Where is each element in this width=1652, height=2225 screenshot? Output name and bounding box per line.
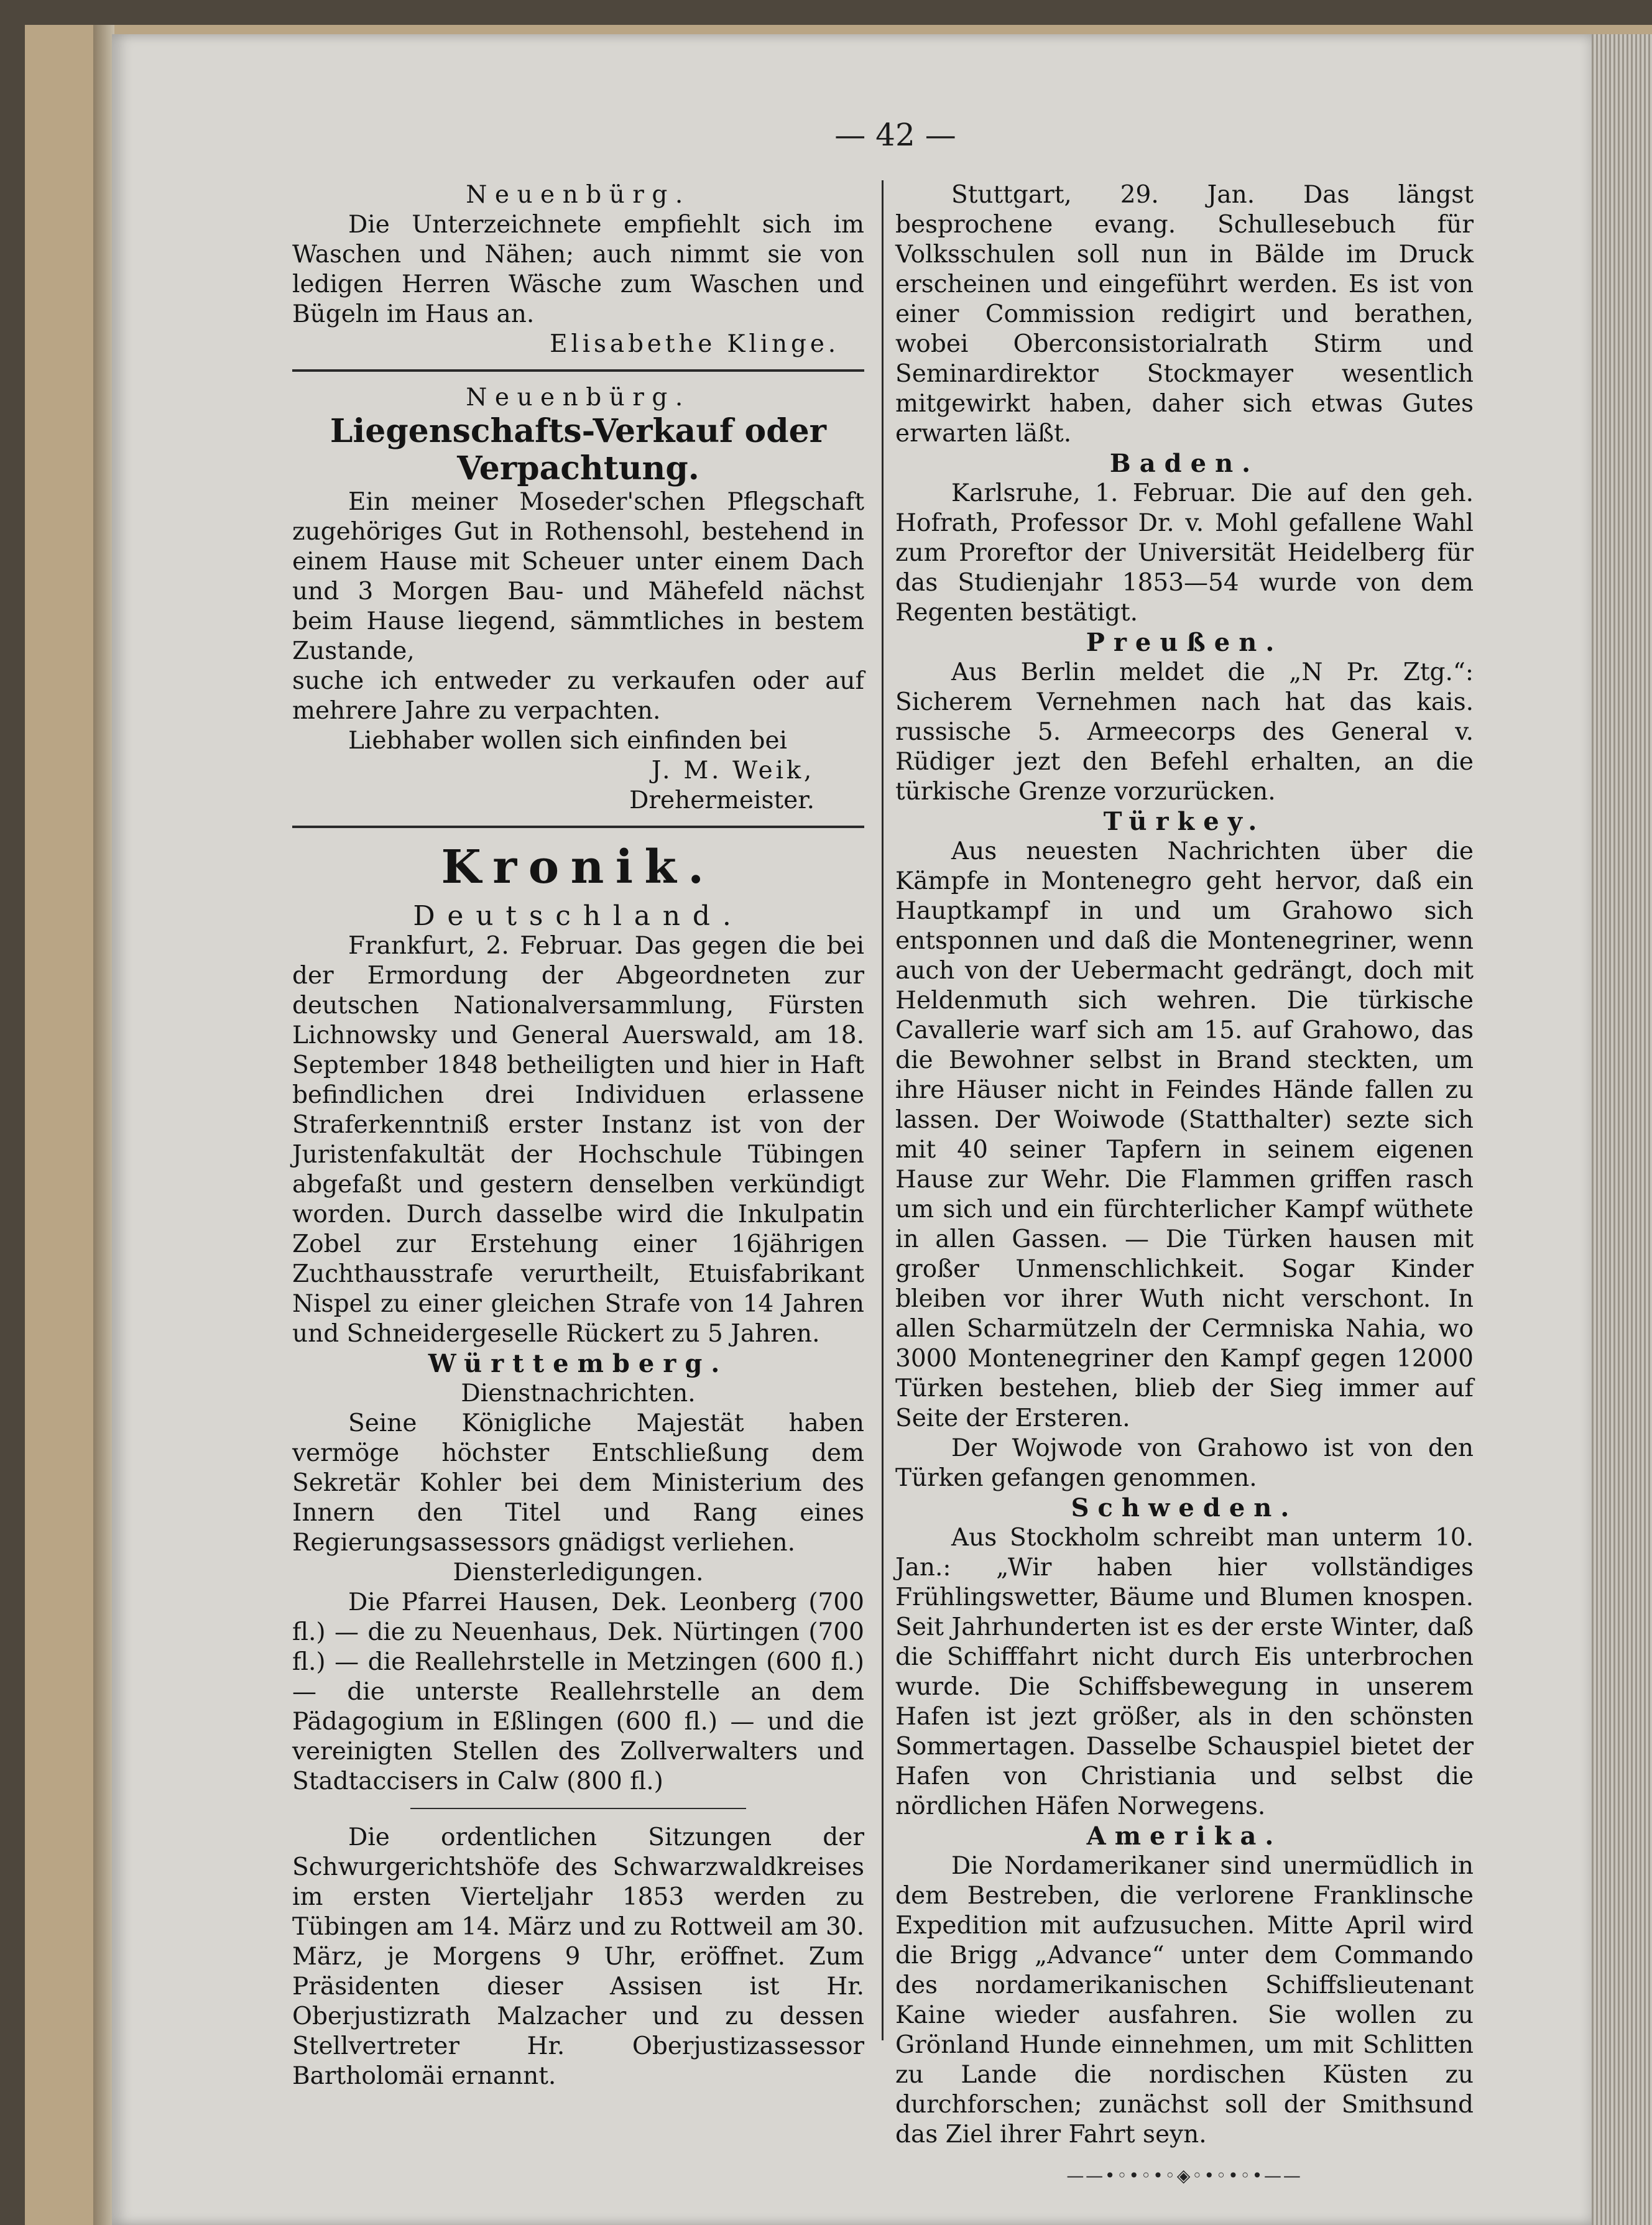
frankfurt-article: Frankfurt, 2. Februar. Das gegen die bei der Ermordung der Abgeordneten zur deutschen Nationalversammlung, Fürsten Lichnowsky und General Auerswald, am 18. September 1848 betheiligten und hier in Haft befindlichen drei Individuen erlassene Straferkenntniß erster Instanz ist von der Juristenfakultät der Hochschule Tübingen abgefaßt und gestern denselben verkündigt worden. Durch dasselbe wird die Inkulpatin Zobel zur Erstehung einer 16jährigen Zuchthausstrafe verurtheilt, Etuisfabrikant Nispel zu einer gleichen Strafe von 14 Jahren und Schneidergeselle Rückert zu 5 Jahren. — [292, 932, 864, 1348]
column-divider — [882, 180, 884, 2040]
book-gutter — [93, 25, 114, 2225]
schwurgerichte-article: Die ordentlichen Sitzungen der Schwurgerichtshöfe des Schwarzwaldkreises im ersten Vierteljahr 1853 werden zu Tübingen am 14. März und zu Rottweil am 30. März, je Morgens 9 Uhr, eröffnet. Zum Präsidenten dieser Assisen ist Hr. Oberjustizrath Malzacher und zu dessen Stellvertreter Hr. Oberjustizassessor Bartholomäi ernannt. — [292, 1823, 864, 2090]
kronik-separator — [292, 826, 864, 828]
schweden-heading: Schweden. — [1071, 1493, 1298, 1522]
notice1-place: Neuenbürg. — [466, 181, 691, 209]
page-number: — 42 — — [834, 117, 956, 153]
notice2-text3: Liebhaber wollen sich einfinden bei — [348, 727, 787, 755]
diensterledigungen-heading: Diensterledigungen. — [453, 1559, 704, 1587]
amerika-heading: Amerika. — [1086, 1822, 1283, 1851]
end-ornament: ——•◦•◦•◦◈◦•◦•◦•—— — [1066, 2165, 1303, 2186]
stuttgart-article: Stuttgart, 29. Jan. Das längst besprochene evang. Schullesebuch für Volksschulen soll nun in Bälde im Druck erscheinen und eingeführt werden. Es ist von einer Commission redigirt und berathen, wobei Oberconsistorialrath Stirm und Seminardirektor Stockmayer wesentlich mitgewirkt haben, daher sich etwas Gutes erwarten läßt. — [895, 181, 1474, 448]
notice2-text2: suche ich entweder zu verkaufen oder auf mehrere Jahre zu verpachten. — [292, 667, 864, 725]
preussen-heading: Preußen. — [1086, 628, 1283, 657]
dienstnachrichten-article: Seine Königliche Majestät haben vermöge höchster Entschließung dem Sekretär Kohler bei dem Ministerium des Innern den Titel und Rang eines Regierungsassessors gnädigst verliehen. — [292, 1409, 864, 1557]
montenegro-article-2: Der Wojwode von Grahowo ist von den Türken gefangen genommen. — [895, 1434, 1474, 1492]
diensterledigungen-article: Die Pfarrei Hausen, Dek. Leonberg (700 fl.) — die zu Neuenhaus, Dek. Nürtingen (700 fl.) — die Reallehrstelle in Metzingen (600 fl.) — die unterste Reallehrstelle an dem Pädagogium in Eßlingen (600 fl.) — und die vereinigten Stellen des Zollverwalters und Stadtaccisers in Calw (800 fl.) — [292, 1588, 864, 1795]
berlin-article: Aus Berlin meldet die „N Pr. Ztg.“: Sicherem Vernehmen nach hat das kais. russische 5. Armeecorps des General v. Rüdiger jezt den Befehl erhalten, an die türkische Grenze vorzurücken. — [895, 658, 1474, 806]
notice1-text: Die Unterzeichnete empfiehlt sich im Waschen und Nähen; auch nimmt sie von ledigen Herren Wäsche zum Waschen und Bügeln im Haus an. — [292, 211, 864, 328]
notice-separator — [292, 369, 864, 372]
wuerttemberg-heading: Württemberg. — [428, 1349, 729, 1378]
notice2-signature-name: J. M. Weik, — [651, 757, 814, 785]
deutschland-heading: Deutschland. — [413, 900, 744, 932]
stockholm-article: Aus Stockholm schreibt man unterm 10. Jan.: „Wir haben hier vollständiges Frühlingswetter, Bäume und Blumen knospen. Seit Jahrhunderten ist es der erste Winter, daß die Schifffahrt nicht durch Eis unterbrochen wurde. Die Schiffsbewegung in unserem Hafen ist jezt größer, als in den schönsten Sommertagen. Dasselbe Schauspiel bietet der Hafen von Christiania und selbst die nördlichen Häfen Norwegens. — [895, 1524, 1474, 1820]
dienstnachrichten-heading: Dienstnachrichten. — [461, 1380, 696, 1407]
notice1-signature: Elisabethe Klinge. — [550, 330, 839, 358]
kronik-title: Kronik. — [441, 841, 716, 894]
baden-heading: Baden. — [1109, 449, 1260, 478]
notice2-place: Neuenbürg. — [466, 384, 691, 412]
notice2-title: Liegenschafts-Verkauf oder Verpachtung. — [330, 412, 827, 487]
karlsruhe-article: Karlsruhe, 1. Februar. Die auf den geh. Hofrath, Professor Dr. v. Mohl gefallene Wahl zum Proreftor der Universität Heidelberg für das Studienjahr 1853—54 wurde von dem Regenten bestätigt. — [895, 479, 1474, 627]
notice2-text1: Ein meiner Moseder'schen Pflegschaft zugehöriges Gut in Rothensohl, bestehend in einem Hause mit Scheuer unter einem Dach und 3 Morgen Bau- und Mähefeld nächst beim Hause liegend, sämmtliches in bestem Zustande, — [292, 488, 864, 665]
tuerkey-heading: Türkey. — [1103, 807, 1266, 836]
left-column — [292, 180, 864, 2091]
montenegro-article: Aus neuesten Nachrichten über die Kämpfe in Montenegro geht hervor, daß ein Hauptkampf in und um Grahowo sich entsponnen und daß die Montenegriner, wenn auch von der Uebermacht gedrängt, doch mit Heldenmuth sich wehren. Die türkische Cavallerie warf sich am 15. auf Grahowo, das die Bewohner selbst in Brand steckten, um ihre Häuser nicht in Feindes Hände fallen zu lassen. Der Woiwode (Statthalter) sezte sich mit 40 seiner Tapfern in seinem eigenen Hause zur Wehr. Die Flammen griffen rasch um sich und ein fürchterlicher Kampf wüthete in allen Gassen. — Die Türken hausen mit großer Unmenschlichkeit. Sogar Kinder bleiben vor ihrer Wuth nicht verschont. In allen Scharmützeln der Cermniska Nahia, wo 3000 Montenegriner den Kampf gegen 12000 Türken bestehen, blieb der Sieg immer auf Seite der Ersteren. — [895, 837, 1474, 1432]
right-column — [895, 180, 1474, 2191]
short-separator — [410, 1808, 746, 1809]
notice2-signature-title: Drehermeister. — [629, 786, 814, 814]
page-fore-edge — [1592, 34, 1652, 2225]
amerika-article: Die Nordamerikaner sind unermüdlich in dem Bestreben, die verlorene Franklinsche Expedition mit aufzusuchen. Mitte April wird die Brigg „Advance“ unter dem Commando des nordamerikanischen Schiffslieutenant Kaine wieder ausfahren. Sie wollen zu Grönland Hunde einnehmen, um mit Schlitten zu Lande die nordischen Küsten zu durchforschen; zunächst soll der Smithsund das Ziel ihrer Fahrt seyn. — [895, 1852, 1474, 2149]
